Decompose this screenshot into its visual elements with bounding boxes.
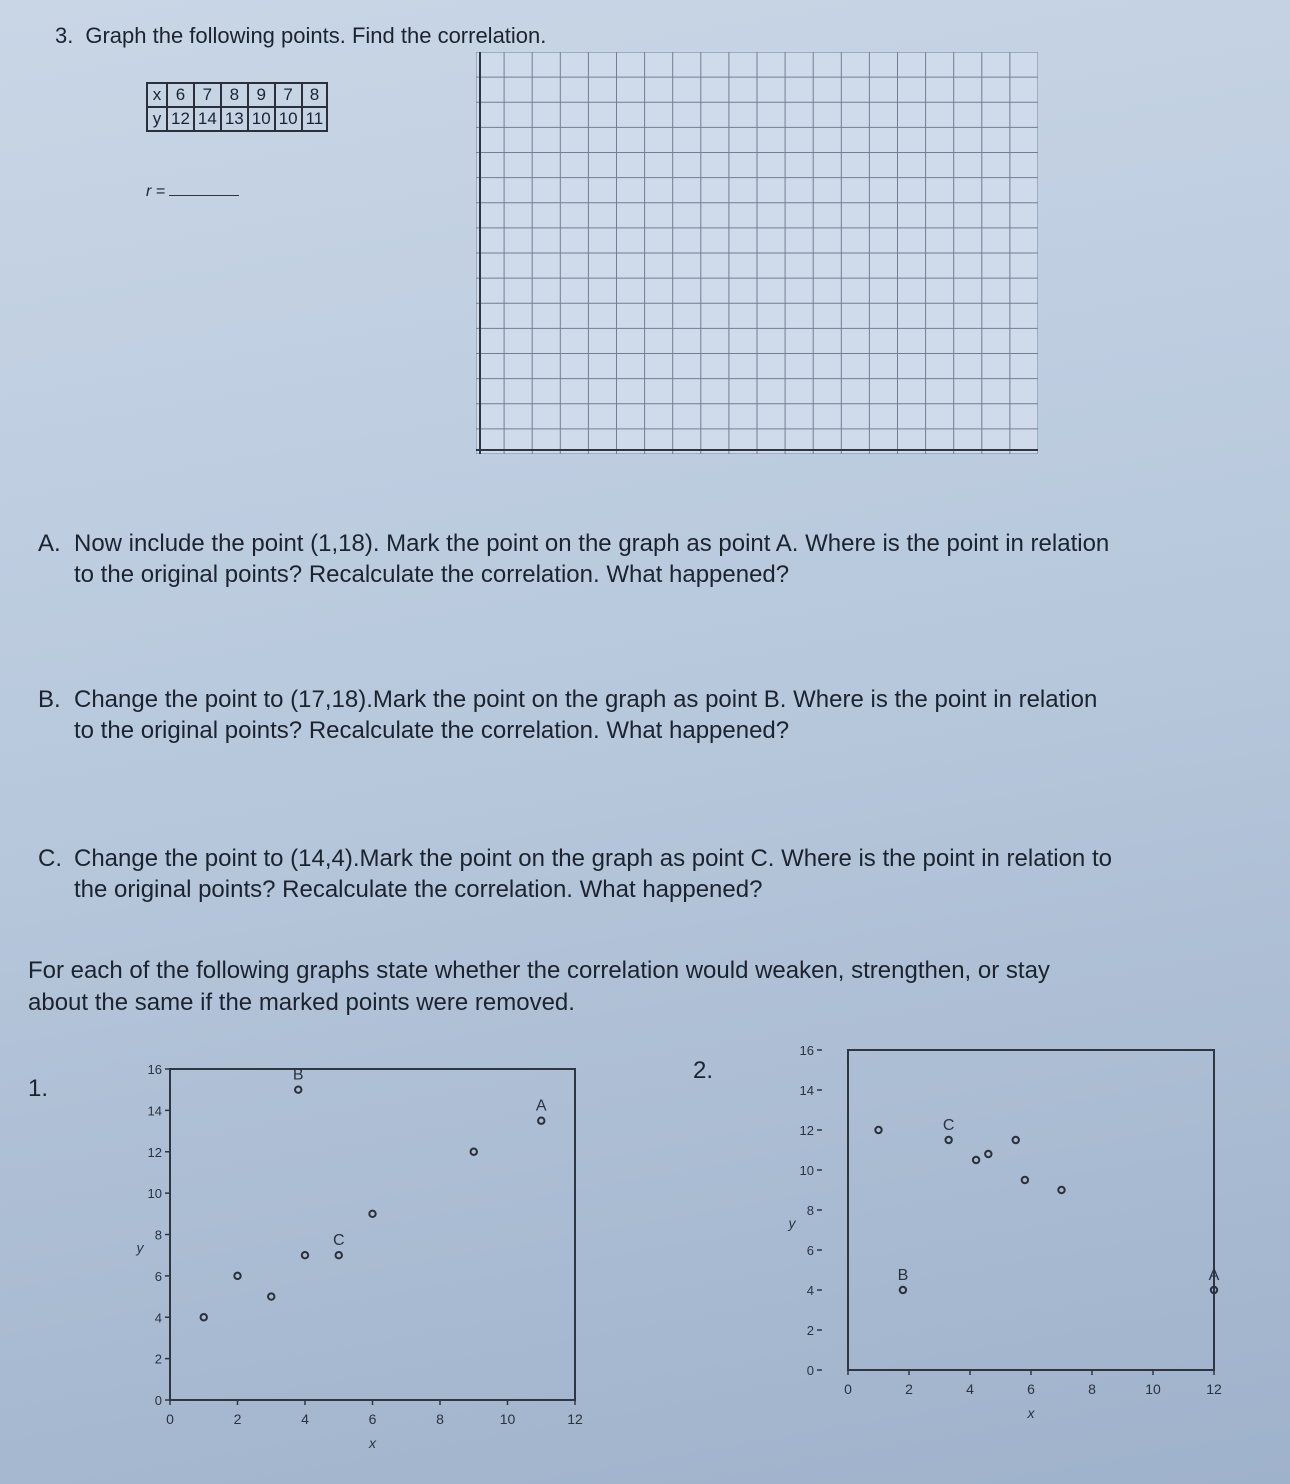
y-tick-label: 14 [799, 1083, 814, 1098]
data-point [875, 1127, 881, 1133]
graph-paper-grid[interactable] [476, 52, 1038, 454]
data-point-a [538, 1118, 544, 1124]
x-tick-label: 6 [368, 1411, 377, 1427]
y-tick-label: 8 [154, 1227, 162, 1243]
y-tick-label: 6 [806, 1243, 814, 1258]
data-point-c [336, 1252, 342, 1258]
y-tick-label: 0 [154, 1393, 162, 1408]
part-a [38, 528, 1268, 590]
table-row-x [147, 83, 327, 107]
x-axis-label: x [1027, 1405, 1035, 1421]
part-a-line2: to the original points? Recalculate the correlation. What happened? [74, 561, 790, 588]
part-c-label: C. [38, 845, 62, 872]
table-cell: 14 [194, 107, 221, 131]
data-point [234, 1273, 240, 1279]
x-tick-label: 12 [567, 1411, 583, 1427]
data-point [973, 1157, 979, 1163]
data-point [302, 1252, 308, 1258]
y-axis-label: y [136, 1239, 144, 1256]
data-point [985, 1151, 991, 1157]
y-tick-label: 12 [147, 1144, 162, 1160]
x-axis-label: x [369, 1435, 376, 1451]
instruction [28, 955, 1258, 1019]
table-cell: 8 [221, 83, 248, 107]
table-cell: 10 [248, 107, 275, 131]
table-cell: 6 [167, 83, 194, 107]
question-text: Graph the following points. Find the correlation. [85, 23, 547, 48]
table-cell: 7 [194, 83, 221, 107]
data-point-c [945, 1137, 951, 1143]
x-tick-label: 6 [1027, 1381, 1035, 1397]
point-label: B [897, 1267, 909, 1284]
table-cell: 13 [221, 107, 248, 131]
y-tick-label: 6 [154, 1268, 162, 1284]
x-tick-label: 0 [844, 1381, 852, 1397]
table-cell: 7 [275, 83, 302, 107]
point-label: C [332, 1232, 345, 1250]
data-table [146, 82, 328, 132]
table-cell: 9 [248, 83, 275, 107]
table-cell: 8 [302, 83, 328, 107]
part-b-label: B. [38, 686, 61, 713]
point-label: A [535, 1097, 547, 1115]
data-point [1013, 1137, 1019, 1143]
instruction-line2: about the same if the marked points were removed. [28, 989, 575, 1016]
y-tick-label: 8 [806, 1203, 814, 1218]
part-c-line2: the original points? Recalculate the correlation. What happened? [74, 876, 763, 903]
part-a-line1: Now include the point (1,18). Mark the point on the graph as point A. Where is the point in relation [74, 530, 1110, 557]
table-cell: 11 [302, 107, 328, 131]
row-label-y: y [147, 107, 167, 131]
row-label-x: x [147, 83, 167, 107]
data-point [1058, 1187, 1064, 1193]
x-tick-label: 2 [233, 1411, 242, 1427]
table-row-y [147, 107, 327, 131]
part-c [38, 843, 1268, 905]
y-tick-label: 10 [147, 1186, 162, 1202]
table-cell: 10 [275, 107, 302, 131]
part-b-line2: to the original points? Recalculate the correlation. What happened? [74, 717, 790, 744]
data-point-b [900, 1287, 906, 1293]
graph-1-number: 1. [28, 1075, 49, 1102]
y-tick-label: 10 [799, 1163, 814, 1178]
x-tick-label: 10 [1145, 1381, 1161, 1397]
scatter-plot-2 [770, 1040, 1270, 1440]
y-tick-label: 14 [147, 1103, 162, 1119]
part-b-line1: Change the point to (17,18).Mark the point on the graph as point B. Where is the point in relation [74, 686, 1098, 713]
x-tick-label: 2 [905, 1381, 913, 1397]
r-label: r = [146, 183, 166, 200]
point-label: C [942, 1117, 955, 1134]
x-tick-label: 10 [499, 1411, 516, 1427]
r-answer-blank[interactable] [169, 195, 239, 196]
part-a-label: A. [38, 530, 61, 557]
part-c-line1: Change the point to (14,4).Mark the point on the graph as point C. Where is the point in relation to [74, 845, 1112, 872]
point-label: B [292, 1066, 304, 1084]
y-tick-label: 0 [806, 1363, 814, 1378]
x-tick-label: 8 [436, 1411, 444, 1427]
table-cell: 12 [167, 107, 194, 131]
part-b [38, 684, 1268, 746]
x-tick-label: 12 [1206, 1381, 1222, 1397]
r-answer-line [146, 183, 239, 201]
scatter-plot-1 [80, 1055, 600, 1475]
instruction-line1: For each of the following graphs state whether the correlation would weaken, strengthen, or stay [28, 957, 1050, 984]
y-tick-label: 2 [154, 1351, 162, 1367]
plot-frame [170, 1066, 575, 1400]
question-number: 3. [55, 23, 74, 48]
y-tick-label: 16 [147, 1062, 162, 1077]
x-tick-label: 4 [966, 1381, 974, 1397]
data-point [268, 1293, 274, 1299]
y-axis-label: y [788, 1215, 796, 1231]
y-tick-label: 4 [806, 1283, 814, 1298]
data-point [471, 1149, 477, 1155]
y-tick-label: 2 [806, 1323, 814, 1338]
x-tick-label: 4 [301, 1411, 309, 1427]
y-tick-label: 16 [799, 1043, 814, 1058]
x-tick-label: 8 [1088, 1381, 1096, 1397]
x-tick-label: 0 [166, 1411, 174, 1427]
data-point [1022, 1177, 1028, 1183]
data-point [201, 1314, 207, 1320]
graph-2-number: 2. [693, 1057, 714, 1084]
data-point [369, 1211, 375, 1217]
data-point-b [295, 1086, 301, 1092]
plot-frame [848, 1050, 1214, 1370]
question-3-prompt [55, 20, 546, 51]
point-label: A [1208, 1267, 1220, 1284]
y-tick-label: 4 [154, 1310, 162, 1326]
y-tick-label: 12 [799, 1123, 814, 1138]
